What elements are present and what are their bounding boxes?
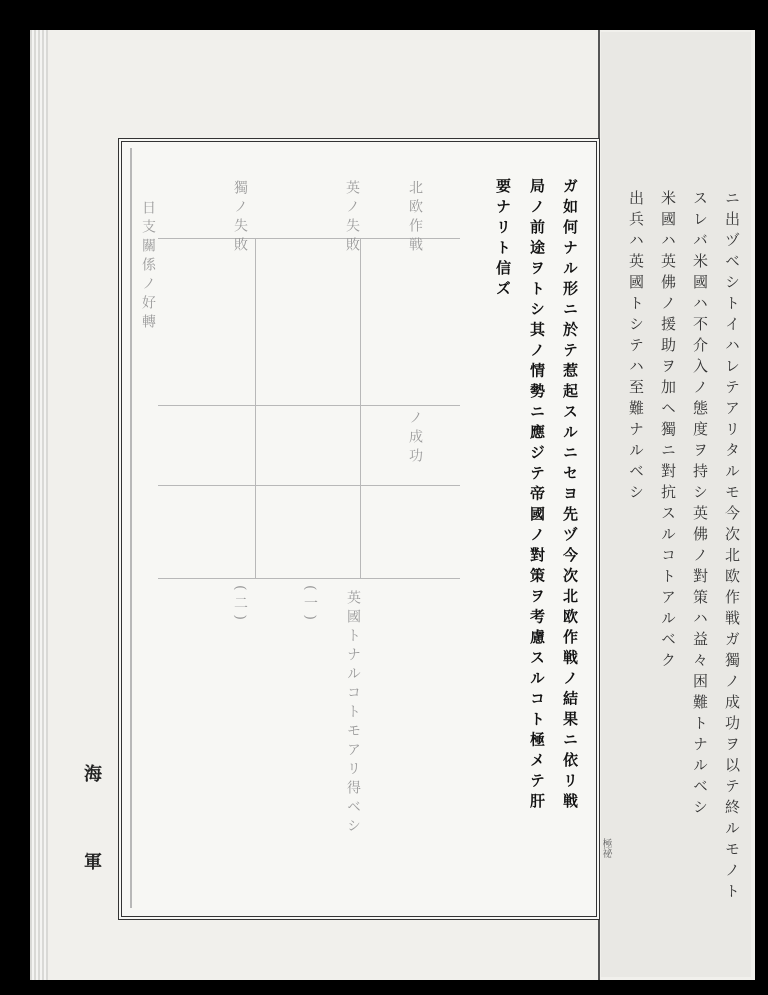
table-rule: [158, 485, 460, 486]
table-rule: [158, 578, 460, 579]
margin-label-1: 海: [84, 764, 102, 785]
right-page-line-4: 出兵ハ英國トシテハ至難ナルベシ: [627, 190, 645, 505]
faint-column-5: 日支關係ノ好轉: [140, 200, 156, 333]
table-rule: [255, 238, 256, 578]
main-line-2: 局ノ前途ヲトシ其ノ情勢ニ應ジテ帝國ノ對策ヲ考慮スルコト極メテ肝: [528, 178, 546, 814]
main-line-3: 要ナリト信ズ: [494, 178, 512, 301]
stamp: 極祕: [600, 838, 611, 858]
faint-column-1: 北欧作戦: [407, 180, 423, 256]
table-rule: [158, 405, 460, 406]
right-page-line-1: ニ出ヅベシトイハレテアリタルモ今次北欧作戦ガ獨ノ成功ヲ以テ終ルモノト: [723, 190, 741, 904]
table-rule: [360, 238, 361, 578]
page-stack-edge: [30, 30, 48, 980]
main-line-1: ガ如何ナル形ニ於テ惹起スルニセヨ先ヅ今次北欧作戦ノ結果ニ依リ戦: [561, 178, 579, 814]
faint-column-4: 獨ノ失敗: [232, 180, 248, 256]
margin-label-2: 軍: [84, 852, 102, 873]
faint-column-2: ノ成功: [407, 410, 423, 467]
table-note-3: (二): [232, 585, 248, 625]
table-note-1: 英國トナルコトモアリ得ベシ: [345, 590, 361, 837]
right-page-line-3: 米國ハ英佛ノ援助ヲ加ヘ獨ニ對抗スルコトアルベク: [659, 190, 677, 673]
table-note-2: (一): [302, 585, 318, 625]
table-border-left: [130, 148, 132, 908]
right-page-line-2: スレバ米國ハ不介入ノ態度ヲ持シ英佛ノ對策ハ益々困難トナルベシ: [691, 190, 709, 820]
faint-column-3: 英ノ失敗: [344, 180, 360, 256]
